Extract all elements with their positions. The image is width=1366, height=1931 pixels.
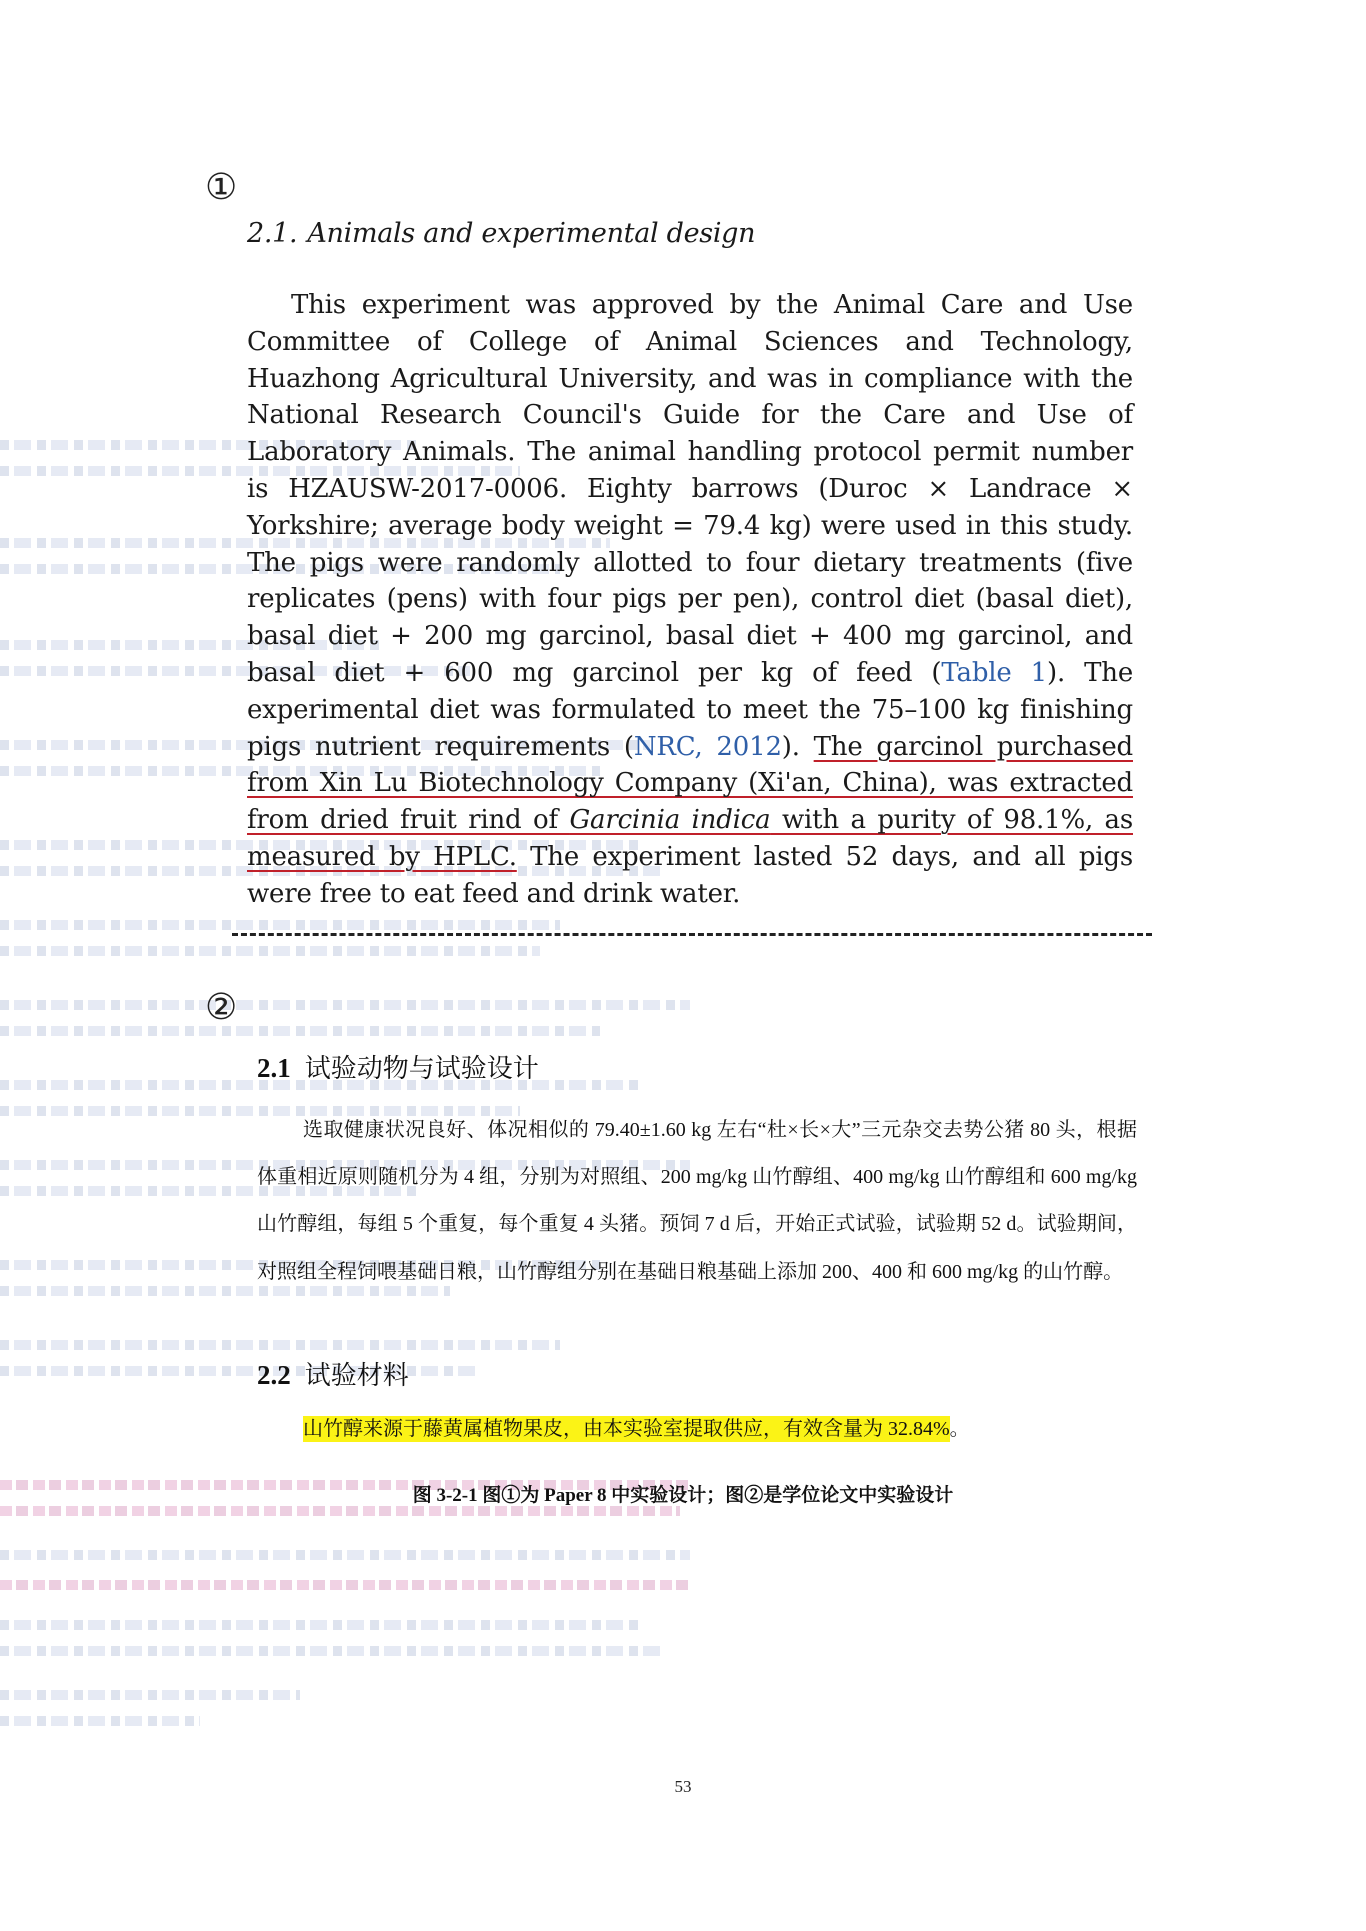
chinese-section-heading-2-1 bbox=[257, 1052, 539, 1085]
english-text-part-3: ). bbox=[781, 731, 814, 762]
english-text-part-1: This experiment was approved by the Animal Care and Use Committee of College of Animal Sciences and Technology, Huazhong Agricultural University, and was in compliance with the National Research Council's Guide for the Care and Use of Laboratory Animals. The animal handling protocol permit number is HZAUSW-2017-0006. Eighty barrows (Duroc × Landrace × Yorkshire; average body weight = 79.4 kg) were used in this study. The pigs were randomly allotted to four dietary treatments (five replicates (pens) with four pigs per pen), control diet (basal diet), basal diet + 200 mg garcinol, basal diet + 400 mg garcinol, and basal diet + 600 mg garcinol per kg of feed ( bbox=[247, 290, 1133, 688]
chinese-paragraph: 选取健康状况良好、体况相似的 79.40±1.60 kg 左右“杜×长×大”三元杂交去势公猪 80 头，根据体重相近原则随机分为 4 组，分别为对照组、200 mg/kg 山竹醇组、400 mg/kg 山竹醇组和 600 mg/kg 山竹醇组，每组 5 个重复，每个重复 4 头猪。预饲 7 d 后，开始正式试验，试验期 52 d。试验期间，对照组全程饲喂基础日粮，山竹醇组分别在基础日粮基础上添加 200、400 和 600 mg/kg 的山竹醇。 bbox=[257, 1119, 1137, 1283]
english-text-part-4: The experiment lasted 52 days, and all pigs were free to eat feed and drink water. bbox=[247, 841, 1133, 909]
material-line-end: 。 bbox=[949, 1418, 970, 1440]
english-section-title: Animals and experimental design bbox=[307, 218, 756, 249]
page-number: 53 bbox=[674, 1777, 692, 1796]
underlined-garcinol-source-a: The garcinol purchased from Xin Lu Biotechnology Company (Xi'an, China), was extracted from dried fruit rind of bbox=[247, 731, 1133, 836]
chinese-heading-number-2-1: 2.1 bbox=[257, 1053, 291, 1083]
chinese-material-line bbox=[303, 1414, 970, 1444]
chinese-heading-number-2-2: 2.2 bbox=[257, 1360, 291, 1390]
dashed-separator bbox=[232, 933, 1152, 936]
figure-caption: 图 3-2-1 图①为 Paper 8 中实验设计；图②是学位论文中实验设计 bbox=[412, 1485, 954, 1506]
english-section-number: 2.1. bbox=[247, 218, 298, 249]
english-paragraph bbox=[247, 287, 1133, 913]
table-1-reference-link[interactable]: Table 1 bbox=[941, 657, 1048, 688]
nrc-2012-citation-link[interactable]: NRC, 2012 bbox=[633, 731, 782, 762]
chinese-heading-text-2-2: 试验材料 bbox=[304, 1361, 409, 1391]
highlighted-material-text: 山竹醇来源于藤黄属植物果皮，由本实验室提取供应，有效含量为 32.84% bbox=[303, 1418, 950, 1440]
english-text-part-2: ). The experimental diet was formulated to meet the 75–100 kg finishing pigs nutrient requirements ( bbox=[247, 657, 1134, 762]
underlined-species-name: Garcinia indica bbox=[569, 805, 771, 836]
chinese-heading-text-2-1: 试验动物与试验设计 bbox=[304, 1054, 539, 1084]
english-section-heading bbox=[247, 218, 755, 249]
chinese-section-heading-2-2 bbox=[257, 1359, 409, 1392]
figure-marker-1: ① bbox=[205, 167, 238, 208]
figure-marker-2: ② bbox=[205, 987, 238, 1028]
underlined-garcinol-source-b: with a purity of 98.1%, as measured by HPLC. bbox=[247, 805, 1133, 872]
